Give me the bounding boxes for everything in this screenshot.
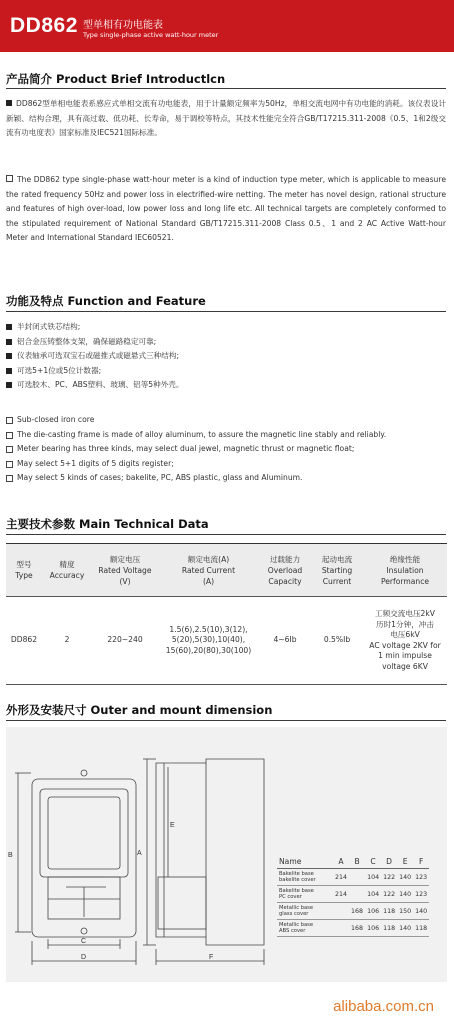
col-accuracy: 精度 Accuracy (42, 544, 92, 597)
cell-starting: 0.5%Ib (311, 597, 363, 685)
cell-overload: 4~6Ib (259, 597, 311, 685)
brief-cn-paragraph (6, 97, 446, 141)
list-item: 半封闭式铁芯结构; (6, 320, 446, 335)
features-divider (6, 311, 446, 312)
table-row: Bakelite base PC cover 214 104 122 140 123 (277, 886, 429, 903)
outer-divider (6, 720, 446, 721)
features-heading: 功能及特点 Function and Feature (6, 294, 206, 308)
brief-heading: 产品简介 Product Brief Introductlcn (6, 72, 226, 86)
cell-voltage: 220~240 (92, 597, 158, 685)
features-cn-list (6, 320, 446, 393)
dim-label-d: D (81, 954, 87, 961)
cell-current: 1.5(6),2.5(10),3(12), 5(20),5(30),10(40), 15(60),20(80),30(100) (158, 597, 259, 685)
title-en: Type single-phase active watt-hour meter (83, 31, 219, 39)
hollow-bullet-icon (6, 417, 13, 424)
side-body (156, 759, 264, 945)
watermark: alibaba.com.cn (333, 998, 434, 1015)
table-row: Bakelite base bakelite cover 214 104 122 140 123 (277, 869, 429, 886)
filled-bullet-icon (6, 353, 12, 359)
front-window (40, 789, 128, 877)
brief-divider (6, 88, 446, 89)
filled-bullet-icon (6, 100, 12, 106)
cell-insulation: 工频交流电压2kV 历时1分钟，冲击 电压6kV AC voltage 2KV for 1 min impulse voltage 6KV (363, 597, 447, 685)
header-banner (0, 0, 454, 52)
table-row: Metallic base glass cover 168 106 118 150 140 (277, 903, 429, 920)
list-item: 仪表轴承可选双宝石或磁推式或磁悬式三种结构; (6, 349, 446, 364)
cell-type: DD862 (6, 597, 42, 685)
table-row: Metallic base ABS cover 168 106 118 140 118 (277, 920, 429, 937)
dim-label-b: B (8, 852, 13, 859)
col-type: 型号 Type (6, 544, 42, 597)
col-insulation: 绝缘性能 Insulation Performance (363, 544, 447, 597)
list-item: May select 5 kinds of cases; bakelite, PC, ABS plastic, glass and Aluminum. (6, 471, 446, 486)
front-dial (48, 797, 120, 869)
hollow-bullet-icon (6, 461, 13, 468)
technical-heading: 主要技术参数 Main Technical Data (6, 517, 209, 531)
col-current: 额定电流(A) Rated Current (A) (158, 544, 259, 597)
technical-divider (6, 534, 446, 535)
brief-en-text: The DD862 type single-phase watt-hour meter is a kind of induction type meter, which is applicable to measure the rated frequency 50Hz and power loss in electrified-wire netting. The meter has novel design, rational structure and features of high over-load, low power loss and long life etc. All technical targets are completely conformed to the stipulated requirement of National Standard GB/T17215.311-2008 Class 0.5、1 and 2 AC Active Watt-hour Meter and International Standard IEC60521. (6, 175, 446, 242)
col-overload: 过载能力 Overload Capacity (259, 544, 311, 597)
dim-label-c: C (81, 938, 87, 945)
title-cn: 型单相有功电能表 (83, 20, 163, 31)
mount-hole-bottom (81, 928, 87, 934)
dim-label-f: F (209, 954, 214, 961)
filled-bullet-icon (6, 339, 12, 345)
list-item: 可选5+1位或5位计数器; (6, 364, 446, 379)
technical-table (6, 543, 447, 685)
col-voltage: 额定电压 Rated Voltage (V) (92, 544, 158, 597)
brief-en-paragraph (6, 173, 446, 246)
cell-accuracy: 2 (42, 597, 92, 685)
list-item: The die-casting frame is made of alloy aluminum, to assure the magnetic line stably and reliably. (6, 428, 446, 443)
list-item: Meter bearing has three kinds, may select dual jewel, magnetic thrust or magnetic float; (6, 442, 446, 457)
col-starting: 起动电流 Starting Current (311, 544, 363, 597)
filled-bullet-icon (6, 382, 12, 388)
dim-label-e: E (170, 822, 175, 829)
list-item: Sub-closed iron core (6, 413, 446, 428)
model-title: DD862 (10, 14, 78, 37)
list-item: 铝合金压铸整体支架，确保磁路稳定可靠; (6, 335, 446, 350)
brief-cn-text: DD862型单相电能表系感应式单相交流有功电能表，用于计量额定频率为50Hz，单相交流电网中有功电能的消耗。该仪表设计新颖、结构合理，具有高过载、低功耗、长寿命，易于调校等特点，其技术性能完全符合GB/T17215.311-2008《0.5、1和2级交流有功电度表》国家标准及IEC521国际标准。 (6, 99, 446, 137)
hollow-bullet-icon (6, 432, 13, 439)
filled-bullet-icon (6, 368, 12, 374)
list-item: May select 5+1 digits of 5 digits register; (6, 457, 446, 472)
table-header-row: Name A B C D E F (277, 854, 429, 869)
hollow-bullet-icon (6, 475, 13, 482)
list-item: 可选胶木、PC、ABS塑料、玻璃、铝等5种外壳。 (6, 378, 446, 393)
hollow-bullet-icon (6, 446, 13, 453)
filled-bullet-icon (6, 324, 12, 330)
table-header-row (6, 544, 447, 597)
mount-hole-top (81, 770, 87, 776)
features-en-list (6, 413, 446, 486)
dim-label-a: A (137, 850, 142, 857)
outer-heading: 外形及安装尺寸 Outer and mount dimension (6, 703, 273, 717)
table-row (6, 597, 447, 685)
dimension-table (277, 854, 429, 937)
hollow-bullet-icon (6, 175, 13, 182)
